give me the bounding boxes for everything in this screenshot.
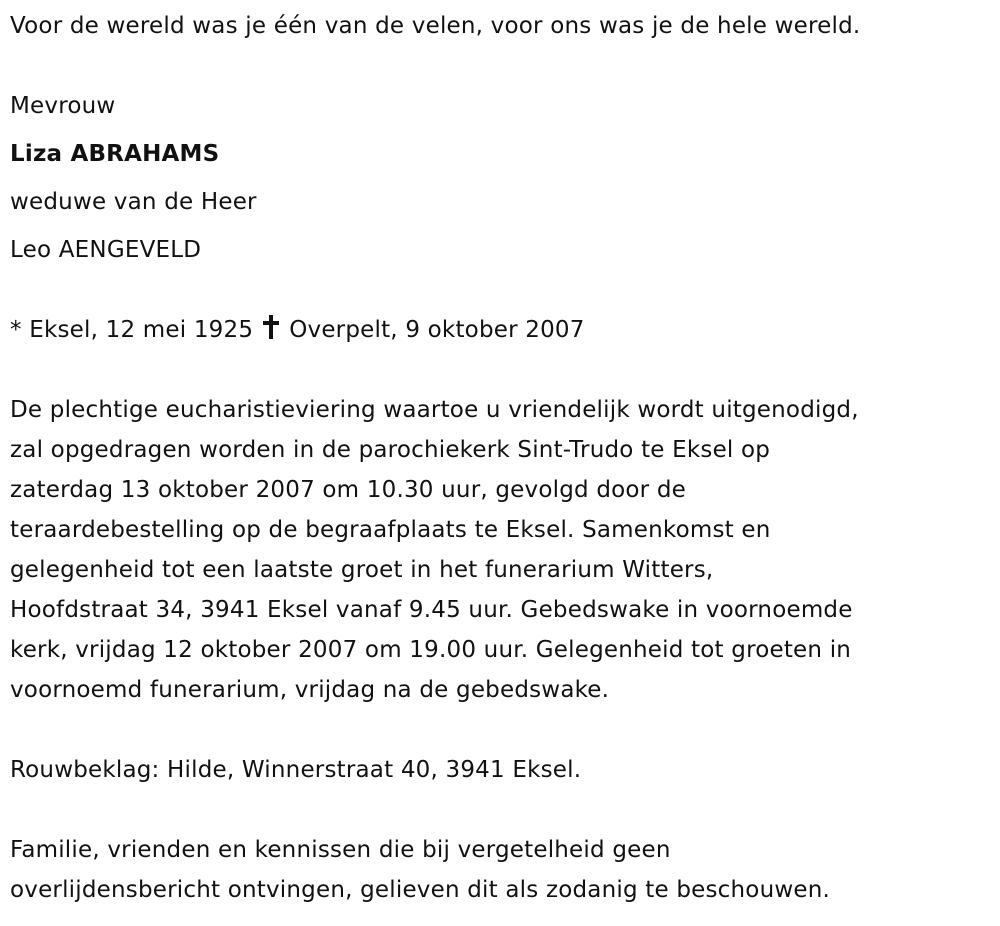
- opening-quote: Voor de wereld was je één van de velen, voor ons was je de hele wereld.: [10, 13, 861, 39]
- life-dates: [10, 310, 585, 350]
- relation-text: weduwe van de Heer: [10, 189, 257, 215]
- ceremony-line: gelegenheid tot een laatste groet in het funerarium Witters,: [10, 557, 714, 583]
- ceremony-line: teraardebestelling op de begraafplaats te Eksel. Samenkomst en: [10, 517, 771, 543]
- ceremony-line: kerk, vrijdag 12 oktober 2007 om 19.00 uur. Gelegenheid tot groeten in: [10, 637, 852, 663]
- dagger-icon: [263, 314, 279, 340]
- closing-line: overlijdensbericht ontvingen, gelieven dit als zodanig te beschouwen.: [10, 877, 830, 903]
- honorific: Mevrouw: [10, 93, 116, 119]
- condolence-address: Rouwbeklag: Hilde, Winnerstraat 40, 3941 Eksel.: [10, 757, 582, 783]
- closing-line: Familie, vrienden en kennissen die bij vergetelheid geen: [10, 837, 671, 863]
- ceremony-line: voornoemd funerarium, vrijdag na de gebedswake.: [10, 677, 610, 703]
- birth-info: * Eksel, 12 mei 1925: [10, 317, 254, 343]
- ceremony-line: zal opgedragen worden in de parochiekerk Sint-Trudo te Eksel op: [10, 437, 771, 463]
- deceased-name: Liza ABRAHAMS: [10, 141, 220, 167]
- death-info: Overpelt, 9 oktober 2007: [289, 317, 585, 343]
- ceremony-line: De plechtige eucharistieviering waartoe u vriendelijk wordt uitgenodigd,: [10, 397, 859, 423]
- ceremony-line: Hoofdstraat 34, 3941 Eksel vanaf 9.45 uur. Gebedswake in voornoemde: [10, 597, 853, 623]
- ceremony-line: zaterdag 13 oktober 2007 om 10.30 uur, gevolgd door de: [10, 477, 686, 503]
- spouse-name: Leo AENGEVELD: [10, 237, 202, 263]
